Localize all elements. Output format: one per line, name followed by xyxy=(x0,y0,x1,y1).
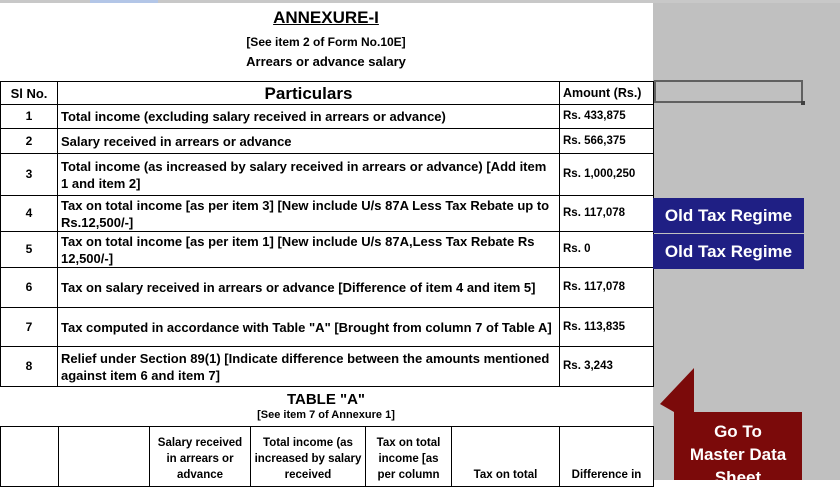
header-sl-no: Sl No. xyxy=(1,82,58,105)
annexure-table xyxy=(0,81,654,387)
table-a-col-3: Salary received in arrears or advance xyxy=(150,427,251,487)
row-particulars: Relief under Section 89(1) [Indicate difference between the amounts mentioned against item 6 and item 7] xyxy=(58,347,560,387)
table-a-title: TABLE "A" xyxy=(286,391,366,408)
table-a-subtitle: [See item 7 of Annexure 1] xyxy=(257,409,395,421)
old-tax-regime-label-row5: Old Tax Regime xyxy=(653,234,804,269)
row-sl: 7 xyxy=(1,308,58,347)
selected-cell-outline[interactable] xyxy=(654,80,803,103)
row-amount[interactable]: Rs. 0 xyxy=(560,232,654,268)
table-row xyxy=(1,268,654,308)
row-particulars: Total income (excluding salary received in arrears or advance) xyxy=(58,105,560,129)
row-amount[interactable]: Rs. 1,000,250 xyxy=(560,154,654,196)
annexure-heading: Arrears or advance salary xyxy=(246,54,406,69)
table-row xyxy=(1,105,654,129)
row-sl: 8 xyxy=(1,347,58,387)
row-sl: 2 xyxy=(1,129,58,154)
row-particulars: Tax computed in accordance with Table "A" [Brought from column 7 of Table A] xyxy=(58,308,560,347)
row-particulars: Tax on total income [as per item 3] [New include U/s 87A Less Tax Rebate up to Rs.12,500/-] xyxy=(58,196,560,232)
table-row xyxy=(1,196,654,232)
row-sl: 5 xyxy=(1,232,58,268)
table-header-row xyxy=(1,82,654,105)
table-a-col-4: Total income (as increased by salary received xyxy=(251,427,366,487)
table-a-col-7: Difference in xyxy=(560,427,654,487)
table-row xyxy=(1,308,654,347)
go-to-line-2: Master Data xyxy=(689,445,787,464)
row-particulars: Tax on total income [as per item 1] [New include U/s 87A,Less Tax Rebate Rs 12,500/-] xyxy=(58,232,560,268)
active-sheet-tab-strip[interactable] xyxy=(90,0,158,3)
header-amount: Amount (Rs.) xyxy=(560,82,654,105)
table-row xyxy=(1,154,654,196)
row-sl: 3 xyxy=(1,154,58,196)
table-row xyxy=(1,232,654,268)
table-row xyxy=(1,129,654,154)
go-to-line-1: Go To xyxy=(714,422,762,441)
row-particulars: Total income (as increased by salary received in arrears or advance) [Add item 1 and item 2] xyxy=(58,154,560,196)
table-a-col-1 xyxy=(1,427,59,487)
row-sl: 1 xyxy=(1,105,58,129)
go-to-line-3: Sheet xyxy=(714,468,762,487)
row-amount[interactable]: Rs. 3,243 xyxy=(560,347,654,387)
row-sl: 4 xyxy=(1,196,58,232)
row-amount[interactable]: Rs. 566,375 xyxy=(560,129,654,154)
annexure-title: ANNEXURE-I xyxy=(273,8,379,27)
row-sl: 6 xyxy=(1,268,58,308)
row-amount[interactable]: Rs. 113,835 xyxy=(560,308,654,347)
row-amount[interactable]: Rs. 117,078 xyxy=(560,196,654,232)
row-amount[interactable]: Rs. 433,875 xyxy=(560,105,654,129)
annexure-subtitle: [See item 2 of Form No.10E] xyxy=(246,35,406,49)
table-a-header xyxy=(0,426,654,487)
row-particulars: Salary received in arrears or advance xyxy=(58,129,560,154)
header-particulars: Particulars xyxy=(58,82,560,105)
table-a-col-2 xyxy=(59,427,150,487)
go-to-master-data-label[interactable] xyxy=(676,420,800,489)
table-a-col-6: Tax on total xyxy=(452,427,560,487)
table-row xyxy=(1,347,654,387)
row-amount[interactable]: Rs. 117,078 xyxy=(560,268,654,308)
table-a-col-5: Tax on total income [as per column xyxy=(366,427,452,487)
old-tax-regime-label-row4: Old Tax Regime xyxy=(653,198,804,233)
row-particulars: Tax on salary received in arrears or advance [Difference of item 4 and item 5] xyxy=(58,268,560,308)
